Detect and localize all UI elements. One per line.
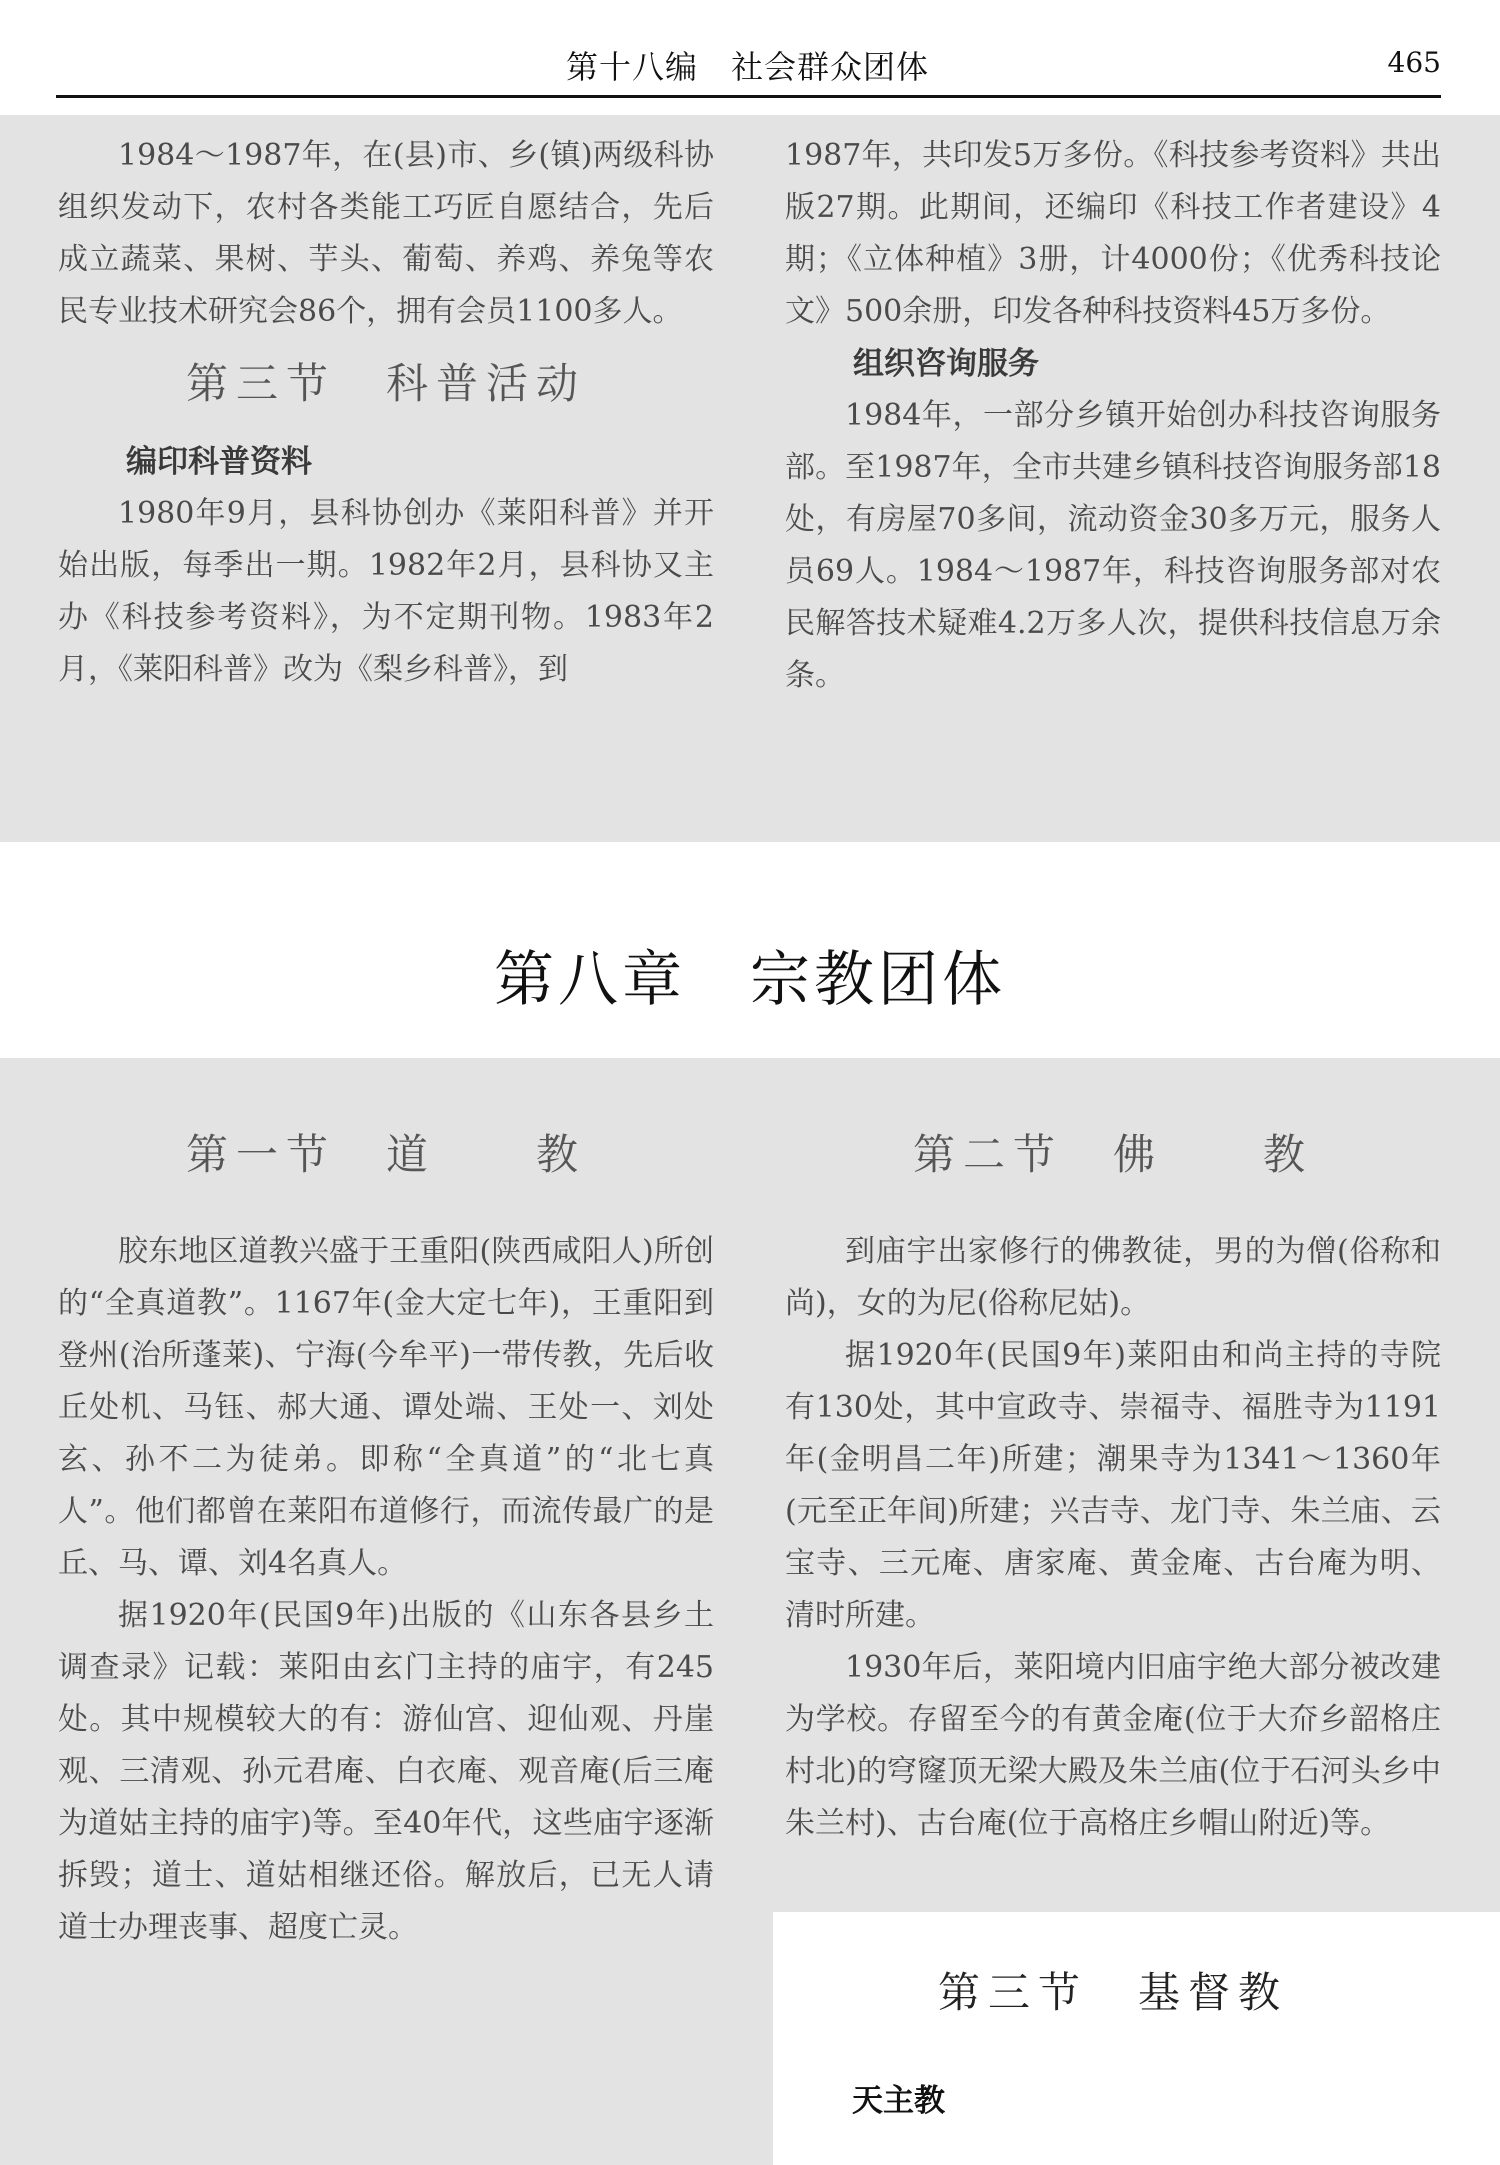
section-title-3-christianity: 第三节 基督教 (937, 1968, 1288, 2017)
paragraph: 1987年，共印发5万多份。《科技参考资料》共出版27期。此期间，还编印《科技工作者建设》4期；《立体种植》3册，计4000份；《优秀科技论文》500余册，印发各种科技资料45万多份。 (785, 138, 1441, 329)
paragraph: 到庙宇出家修行的佛教徒，男的为僧(俗称和尚)，女的为尼(俗称尼姑)。 (785, 1234, 1441, 1321)
chapter-title: 第八章 宗教团体 (494, 945, 1006, 1015)
page-header (56, 40, 1441, 96)
running-title: 第十八编 社会群众团体 (566, 48, 930, 86)
page-number: 465 (1387, 46, 1441, 79)
bottom-right-column (785, 1226, 1441, 1850)
subheading: 组织咨询服务 (853, 346, 1039, 382)
paragraph: 1930年后，莱阳境内旧庙宇绝大部分被改建为学校。存留至今的有黄金庵(位于大夼乡韶格庄村北)的穹窿顶无梁大殿及朱兰庙(位于石河头乡中朱兰村)、古台庵(位于高格庄乡帽山附近)等。 (785, 1650, 1441, 1841)
top-left-column (58, 130, 714, 696)
header-rule (56, 95, 1441, 98)
paragraph: 1984年，一部分乡镇开始创办科技咨询服务部。至1987年，全市共建乡镇科技咨询服务部18处，有房屋70多间，流动资金30多万元，服务人员69人。1984～1987年，科技咨询服务部对农民解答技术疑难4.2万多人次，提供科技信息万余条。 (785, 398, 1441, 693)
section-title-2: 第二节 佛 教 (912, 1130, 1313, 1179)
paragraph: 据1920年(民国9年)出版的《山东各县乡土调查录》记载：莱阳由玄门主持的庙宇，有245处。其中规模较大的有：游仙宫、迎仙观、丹崖观、三清观、孙元君庵、白衣庵、观音庵(后三庵为道姑主持的庙宇)等。至40年代，这些庙宇逐渐拆毁；道士、道姑相继还俗。解放后，已无人请道士办理丧事、超度亡灵。 (58, 1598, 714, 1945)
paragraph: 1980年9月，县科协创办《莱阳科普》并开始出版，每季出一期。1982年2月，县科协又主办《科技参考资料》，为不定期刊物。1983年2月，《莱阳科普》改为《梨乡科普》，到 (58, 496, 714, 687)
section-title-3: 第三节 科普活动 (185, 359, 586, 408)
subheading: 天主教 (852, 2083, 945, 2119)
bottom-left-column (58, 1226, 714, 1954)
top-right-column (785, 130, 1441, 702)
white-corner-box (773, 1912, 1500, 2165)
section-title-1: 第一节 道 教 (185, 1130, 586, 1179)
paragraph: 胶东地区道教兴盛于王重阳(陕西咸阳人)所创的“全真道教”。1167年(金大定七年)，王重阳到登州(治所蓬莱)、宁海(今牟平)一带传教，先后收丘处机、马钰、郝大通、谭处端、王处一、刘处玄、孙不二为徒弟。即称“全真道”的“北七真人”。他们都曾在莱阳布道修行，而流传最广的是丘、马、谭、刘4名真人。 (58, 1234, 714, 1581)
subheading: 编印科普资料 (126, 444, 312, 480)
paragraph: 1984～1987年，在(县)市、乡(镇)两级科协组织发动下，农村各类能工巧匠自愿结合，先后成立蔬菜、果树、芋头、葡萄、养鸡、养兔等农民专业技术研究会86个，拥有会员1100多人。 (58, 138, 714, 329)
paragraph: 据1920年(民国9年)莱阳由和尚主持的寺院有130处，其中宣政寺、崇福寺、福胜寺为1191年(金明昌二年)所建；潮果寺为1341～1360年(元至正年间)所建；兴吉寺、龙门寺、朱兰庙、云宝寺、三元庵、唐家庵、黄金庵、古台庵为明、清时所建。 (785, 1338, 1441, 1633)
